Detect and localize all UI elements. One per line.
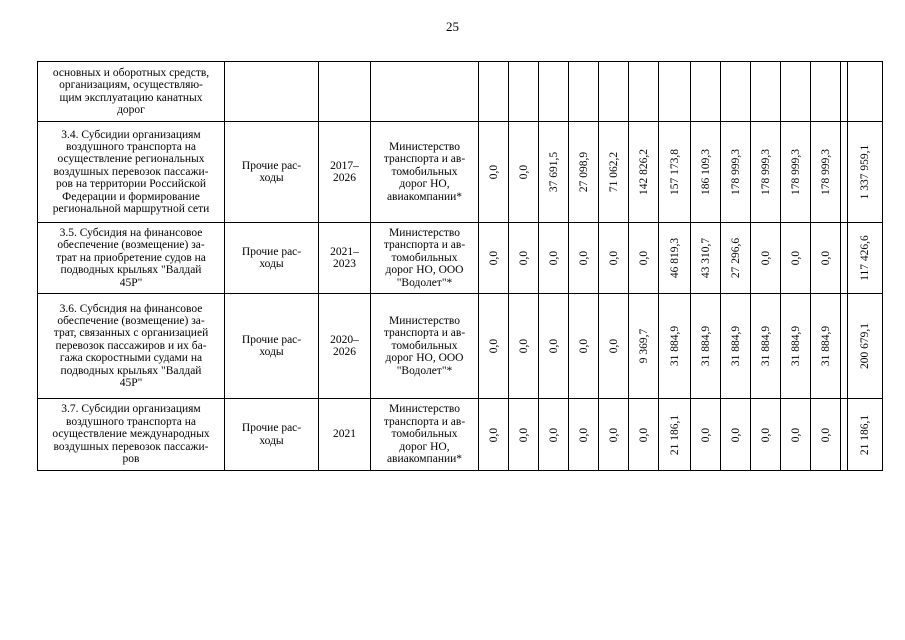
value-text: 37 691,5 <box>547 151 560 193</box>
value-cell <box>659 223 691 294</box>
value-cell <box>721 62 751 122</box>
value-cell <box>509 294 539 399</box>
value-cell <box>509 122 539 223</box>
value-cell <box>569 122 599 223</box>
value-text: 0,0 <box>819 250 832 266</box>
measure-name-cell: 3.5. Субсидия на финансовое обеспечение (возмещение) за- трат на приобретение судов на подводных крыльях "Валдай 45Р" <box>38 223 225 294</box>
value-cell <box>479 294 509 399</box>
value-cell <box>659 399 691 471</box>
value-cell <box>479 122 509 223</box>
value-text: 31 884,9 <box>759 325 772 367</box>
value-text: 31 884,9 <box>729 325 742 367</box>
value-text: 0,0 <box>577 250 590 266</box>
period-cell: 2021 <box>319 399 371 471</box>
value-cell <box>629 62 659 122</box>
value-text: 1 337 959,1 <box>858 144 871 200</box>
value-cell <box>599 294 629 399</box>
value-cell <box>781 223 811 294</box>
executor-cell: Министерство транспорта и ав- томобильных дорог НО, авиакомпании* <box>371 399 479 471</box>
value-text: 0,0 <box>487 427 500 442</box>
value-cell <box>721 122 751 223</box>
value-cell <box>569 223 599 294</box>
value-cell <box>479 223 509 294</box>
value-cell <box>629 223 659 294</box>
value-text: 0,0 <box>547 427 560 442</box>
value-cell <box>629 122 659 223</box>
period-cell: 2017– 2026 <box>319 122 371 223</box>
expense-type-cell: Прочие рас- ходы <box>225 223 319 294</box>
value-cell <box>721 294 751 399</box>
value-text: 142 826,2 <box>637 149 650 195</box>
value-cell <box>841 122 848 223</box>
value-cell <box>599 122 629 223</box>
value-cell <box>691 399 721 471</box>
value-cell <box>848 399 883 471</box>
value-cell <box>691 62 721 122</box>
value-cell <box>811 223 841 294</box>
value-text: 178 999,3 <box>759 149 772 195</box>
value-text: 31 884,9 <box>668 325 681 367</box>
value-text: 71 062,2 <box>607 151 620 193</box>
value-cell <box>479 399 509 471</box>
measure-name-cell: основных и оборотных средств, организациям, осуществляю- щим эксплуатацию канатных дорог <box>38 62 225 122</box>
value-text: 43 310,7 <box>699 237 712 279</box>
value-cell <box>659 294 691 399</box>
value-text: 0,0 <box>759 250 772 266</box>
value-cell <box>848 223 883 294</box>
table-row <box>38 399 883 471</box>
value-text: 0,0 <box>547 250 560 266</box>
value-cell <box>629 399 659 471</box>
value-text: 31 884,9 <box>699 325 712 367</box>
value-cell <box>479 62 509 122</box>
table-row <box>38 294 883 399</box>
measure-name-cell: 3.6. Субсидия на финансовое обеспечение (возмещение) за- трат, связанных с организацией перевозок пассажиров и их ба- гажа скоростными судами на подводных крыльях "Валдай 45Р" <box>38 294 225 399</box>
budget-table <box>37 61 883 471</box>
value-cell <box>751 223 781 294</box>
value-text: 27 098,9 <box>577 151 590 193</box>
table-row <box>38 223 883 294</box>
value-cell <box>599 223 629 294</box>
value-text: 27 296,6 <box>729 237 742 279</box>
executor-cell: Министерство транспорта и ав- томобильных дорог НО, авиакомпании* <box>371 122 479 223</box>
value-cell <box>811 294 841 399</box>
period-cell <box>319 62 371 122</box>
value-cell <box>539 62 569 122</box>
value-cell <box>811 122 841 223</box>
value-text: 0,0 <box>789 427 802 442</box>
value-cell <box>781 399 811 471</box>
measure-name-cell: 3.4. Субсидии организациям воздушного транспорта на осуществление региональных воздушных перевозок пассажи- ров на территории Российской Федерации и формирование региональной маршрутной сети <box>38 122 225 223</box>
value-text: 0,0 <box>759 427 772 442</box>
value-cell <box>599 399 629 471</box>
value-cell <box>539 399 569 471</box>
value-text: 200 679,1 <box>858 323 871 369</box>
value-text: 0,0 <box>577 338 590 354</box>
value-text: 186 109,3 <box>699 149 712 195</box>
value-text: 21 186,1 <box>668 414 681 455</box>
value-text: 0,0 <box>637 427 650 442</box>
value-cell <box>659 62 691 122</box>
expense-type-cell: Прочие рас- ходы <box>225 122 319 223</box>
value-cell <box>539 223 569 294</box>
value-text: 31 884,9 <box>789 325 802 367</box>
value-cell <box>599 62 629 122</box>
value-cell <box>811 62 841 122</box>
value-text: 46 819,3 <box>668 237 681 279</box>
period-cell: 2021– 2023 <box>319 223 371 294</box>
executor-cell <box>371 62 479 122</box>
value-text: 0,0 <box>729 427 742 442</box>
table-row <box>38 62 883 122</box>
value-cell <box>811 399 841 471</box>
value-text: 117 426,6 <box>858 235 871 281</box>
value-text: 0,0 <box>517 164 530 180</box>
value-cell <box>848 294 883 399</box>
value-text: 21 186,1 <box>858 414 871 455</box>
value-cell <box>509 399 539 471</box>
value-text: 0,0 <box>487 164 500 180</box>
value-text: 9 369,7 <box>637 328 650 364</box>
value-cell <box>841 223 848 294</box>
expense-type-cell: Прочие рас- ходы <box>225 294 319 399</box>
value-cell <box>751 122 781 223</box>
expense-type-cell: Прочие рас- ходы <box>225 399 319 471</box>
value-text: 0,0 <box>607 427 620 442</box>
value-cell <box>781 122 811 223</box>
value-cell <box>539 294 569 399</box>
value-text: 0,0 <box>517 427 530 442</box>
value-cell <box>721 399 751 471</box>
period-cell: 2020– 2026 <box>319 294 371 399</box>
value-text: 178 999,3 <box>729 149 742 195</box>
value-cell <box>751 399 781 471</box>
table-row <box>38 122 883 223</box>
value-cell <box>751 294 781 399</box>
value-cell <box>509 223 539 294</box>
value-cell <box>848 62 883 122</box>
value-text: 0,0 <box>487 338 500 354</box>
value-cell <box>721 223 751 294</box>
value-cell <box>691 122 721 223</box>
value-text: 178 999,3 <box>819 149 832 195</box>
value-cell <box>569 399 599 471</box>
measure-name-cell: 3.7. Субсидии организациям воздушного транспорта на осуществление международных воздушных перевозок пассажи- ров <box>38 399 225 471</box>
value-text: 0,0 <box>517 338 530 354</box>
executor-cell: Министерство транспорта и ав- томобильных дорог НО, ООО "Водолет"* <box>371 294 479 399</box>
value-cell <box>659 122 691 223</box>
value-text: 0,0 <box>637 250 650 266</box>
value-text: 0,0 <box>547 338 560 354</box>
value-text: 178 999,3 <box>789 149 802 195</box>
value-text: 0,0 <box>789 250 802 266</box>
value-cell <box>569 294 599 399</box>
value-cell <box>848 122 883 223</box>
page-number: 25 <box>446 19 459 34</box>
value-text: 31 884,9 <box>819 325 832 367</box>
value-cell <box>539 122 569 223</box>
value-text: 0,0 <box>819 427 832 442</box>
value-text: 0,0 <box>487 250 500 266</box>
value-text: 157 173,8 <box>668 149 681 195</box>
value-cell <box>629 294 659 399</box>
expense-type-cell <box>225 62 319 122</box>
value-cell <box>569 62 599 122</box>
value-text: 0,0 <box>607 338 620 354</box>
value-cell <box>509 62 539 122</box>
value-cell <box>841 294 848 399</box>
value-cell <box>841 62 848 122</box>
value-cell <box>841 399 848 471</box>
value-text: 0,0 <box>699 427 712 442</box>
value-cell <box>751 62 781 122</box>
value-cell <box>691 294 721 399</box>
executor-cell: Министерство транспорта и ав- томобильных дорог НО, ООО "Водолет"* <box>371 223 479 294</box>
value-text: 0,0 <box>607 250 620 266</box>
value-cell <box>781 62 811 122</box>
value-text: 0,0 <box>517 250 530 266</box>
value-cell <box>781 294 811 399</box>
value-text: 0,0 <box>577 427 590 442</box>
value-cell <box>691 223 721 294</box>
